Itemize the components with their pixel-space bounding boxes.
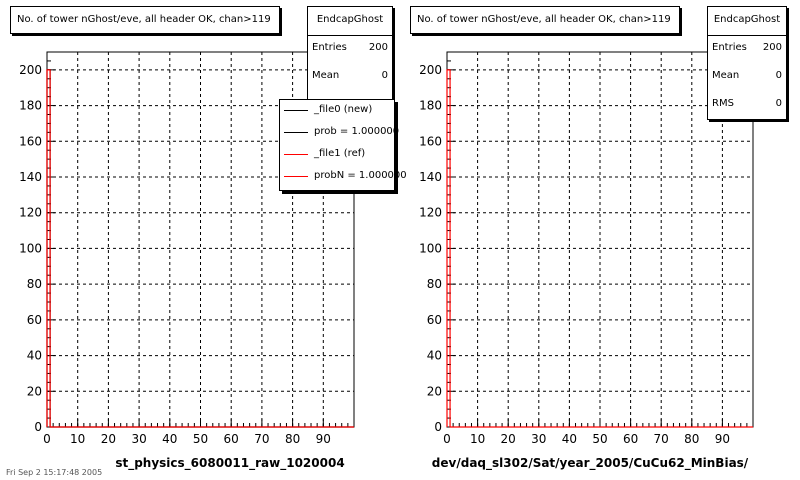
stats-key: RMS xyxy=(712,98,734,109)
legend-entry xyxy=(280,168,407,184)
stats-row xyxy=(312,69,388,83)
x-tick-label: 20 xyxy=(500,432,516,446)
y-tick-label: 140 xyxy=(19,170,42,184)
x-tick-label: 60 xyxy=(223,432,239,446)
stats-key: Mean xyxy=(712,70,740,81)
y-tick-label: 60 xyxy=(426,312,442,327)
legend-text: prob = 1.000000 xyxy=(314,126,400,137)
y-tick-label: 20 xyxy=(426,384,442,399)
legend-text: _file0 (new) xyxy=(314,104,373,115)
x-tick-label: 40 xyxy=(561,432,578,446)
x-tick-label: 30 xyxy=(531,432,547,446)
legend-entry xyxy=(280,146,394,162)
stats-value: 0 xyxy=(775,70,782,81)
y-tick-label: 40 xyxy=(426,348,442,363)
stats-row xyxy=(712,97,782,111)
x-tick-label: 10 xyxy=(70,432,86,446)
stats-box-right xyxy=(707,6,787,120)
y-tick-label: 100 xyxy=(19,241,42,256)
histogram-title-text: No. of tower nGhost/eve, all header OK, chan>119 xyxy=(417,14,671,25)
y-tick-label: 180 xyxy=(419,98,442,113)
y-tick-label: 160 xyxy=(19,134,42,149)
y-tick-label: 160 xyxy=(419,134,442,149)
x-tick-label: 70 xyxy=(254,432,270,446)
histogram-title-text: No. of tower nGhost/eve, all header OK, chan>119 xyxy=(17,14,271,25)
legend-swatch-new xyxy=(284,132,308,133)
x-tick-label: 40 xyxy=(162,432,178,446)
x-tick-label: 10 xyxy=(469,432,486,446)
y-tick-label: 120 xyxy=(419,205,442,220)
legend-swatch-ref xyxy=(284,154,308,155)
x-tick-label: 50 xyxy=(192,432,209,446)
x-tick-label: 80 xyxy=(284,432,301,446)
y-tick-label: 140 xyxy=(419,170,442,184)
stats-key: Mean xyxy=(312,70,340,81)
x-tick-label: 30 xyxy=(131,432,147,446)
stats-box-left xyxy=(307,6,393,100)
stats-value: 0 xyxy=(775,98,782,109)
stats-row xyxy=(712,69,782,83)
x-tick-label: 90 xyxy=(714,432,731,446)
stats-key: Entries xyxy=(712,42,747,53)
y-tick-label: 180 xyxy=(19,98,42,113)
histogram-title-right xyxy=(410,6,680,34)
legend-entry xyxy=(280,124,400,140)
y-tick-label: 200 xyxy=(19,62,42,77)
legend-entry xyxy=(280,102,394,118)
stats-key: Entries xyxy=(312,42,347,53)
legend-text: _file1 (ref) xyxy=(314,148,366,159)
y-tick-label: 100 xyxy=(419,241,442,256)
stats-row xyxy=(312,41,388,55)
legend-box xyxy=(279,99,407,191)
x-tick-label: 70 xyxy=(653,432,669,446)
x-tick-label: 60 xyxy=(622,432,639,446)
y-tick-label: 80 xyxy=(26,277,42,292)
stats-name: EndcapGhost xyxy=(316,14,384,25)
x-tick-label: 50 xyxy=(592,432,608,446)
x-tick-label: 20 xyxy=(100,432,117,446)
stats-value: 200 xyxy=(368,42,388,53)
x-tick-label: 0 xyxy=(43,432,51,446)
y-tick-label: 40 xyxy=(26,348,42,363)
stats-row xyxy=(712,41,782,55)
legend-swatch-ref xyxy=(284,176,308,177)
y-tick-label: 0 xyxy=(34,420,42,434)
x-axis-label-right: dev/daq_sl302/Sat/year_2005/CuCu62_MinBias/ xyxy=(431,456,749,470)
y-tick-label: 200 xyxy=(419,62,442,77)
y-tick-label: 80 xyxy=(426,277,442,292)
y-tick-label: 60 xyxy=(26,312,42,327)
stats-value: 200 xyxy=(762,42,782,53)
legend-swatch-new xyxy=(284,110,308,111)
y-tick-label: 120 xyxy=(19,205,42,220)
stats-name: EndcapGhost xyxy=(713,14,781,25)
legend-text: probN = 1.000000 xyxy=(314,170,407,181)
stats-value: 0 xyxy=(381,70,388,81)
x-tick-label: 80 xyxy=(684,432,700,446)
y-tick-label: 0 xyxy=(434,420,442,434)
x-tick-label: 90 xyxy=(315,432,331,446)
y-tick-label: 20 xyxy=(26,384,42,399)
x-tick-label: 0 xyxy=(443,432,451,446)
x-axis-label-left: st_physics_6080011_raw_1020004 xyxy=(115,456,345,470)
histogram-title-left xyxy=(10,6,280,34)
timestamp-footer: Fri Sep 2 15:17:48 2005 xyxy=(6,468,103,477)
